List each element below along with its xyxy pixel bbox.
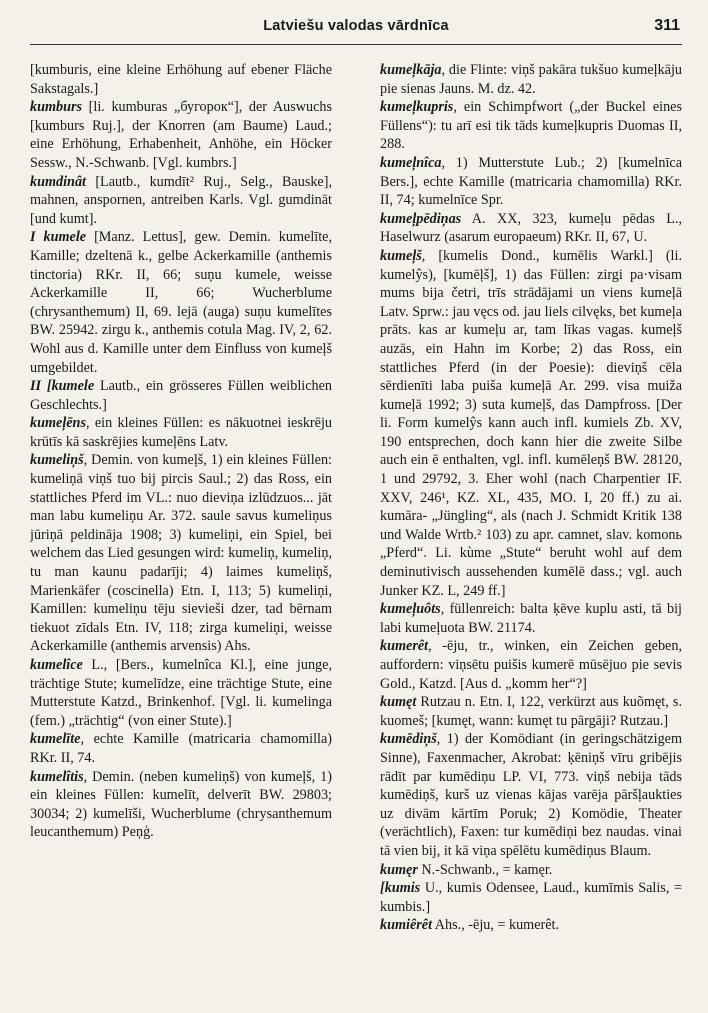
dictionary-entry [30,173,332,229]
dictionary-entry [30,228,332,377]
entry-headword: kumelîtis [30,768,84,785]
entry-headword: kumdinât [30,173,86,190]
entry-text: A. XX, 323, kumeļu pēdas L., Haselwurz (asarum europaeum) RKr. II, 67, U. [380,210,682,246]
dictionary-entry [30,98,332,172]
entry-headword: kumeliņš [30,452,84,469]
entry-text: Ahs., -ēju, = kumerêt. [432,917,560,934]
entry-headword: kumeļkāja [380,62,442,78]
entry-headword: kumęr [380,861,418,878]
entry-text: , -ēju, tr., winken, ein Zeichen geben, auffordern: viņsētu puišis kumerē mūsējuo pie sevis Gold., Katzd. [Aus d. „komm her“?] [380,638,682,692]
entry-headword: kumeļkupris [380,99,454,116]
dictionary-entry [30,414,332,451]
entry-text: L., [Bers., kumelnîca Kl.], eine junge, trächtige Stute; kumelīdze, eine trächtige Stute, eine Mutterstute Katzd., Brinkenhof. [Vgl. li. kumelinga (fem.) „trächtig“ (von einer Stute).] [30,657,332,729]
entry-headword: [kumis [380,880,421,897]
entry-text: Lautb., ein grösseres Füllen weiblichen Geschlechts.] [30,378,332,413]
dictionary-entry [30,656,332,730]
entry-headword: kumęt [380,694,417,711]
page-number: 311 [654,17,680,34]
entry-text: , Demin. (neben kumeliņš) von kumeļš, 1) ein kleines Füllen: kumelīt, delverīt BW. 29803; 30034; 2) kumelīši, Wucherblume (chrysanthemum leucanthemum) Peņģ. [30,768,332,841]
dictionary-entry [380,879,682,916]
entry-text: [Manz. Lettus], gew. Demin. kumelīte, Kamille; dzeltenā k., gelbe Ackerkamille (anthemis tinctoria) RKr. II, 66; suņu kumele, weisse Ackerkamille II, 66; Wucherblume (chrysanthemum) II, 69. lejā (auga) suņu kumelītes BW. 25942. zirgu k., anthemis cotula Mag. IV, 2, 62. Wohl aus d. Kamille unter dem Einfluss von kumeļš umgebildet. [30,229,332,376]
dictionary-entry [30,768,332,842]
entry-text: , [kumelis Dond., kumēlis Warkl.] (li. kumelŷs), [kumēļš], 1) das Füllen: zirgi pa·visam mums bija četri, trīs strādājami un viens kumeļā Latv. Sprw.: jau vęcs od. jau liels cilvęks, bet kumeļa prāts. kas ar kumeļu ar, tam līkas vagas. kumeļš auzās, ein Hahn im Korbe; 2) das Ross, ein stattliches Pferd (in der Poesie): dieviņš cēla sērdienīti laba puiša kumeļā Ar. 299. visa muiža kumeļā 1992; 3) suta kumeļš, das Dampfross. [Der li. Form kumelŷs kann auch infl. kumiels Zb. XV, 190 entsprechen, doch kann hier die zweite Silbe auch ein ē enthalten, vgl. infl. kumēleņš BW. 28120, 1 und 29792, 3. Eher wohl (nach Charpentier IF. XXV, 246¹, KZ. XL, 435, MO. I, 20 ff.) zu ai. kumāra- „Jüngling“, als (nach J. Schmidt Kritik 138 und Walde Wrtb.² 103) zu apr. camnet, slav. komonь „Pferd“. Li. kùme „Stute“ beruht wohl auf dem deminutivisch aussehenden kumēlē dass.; vgl. auch Junker KZ. L, 249 ff.] [380,247,682,599]
dictionary-entry [380,247,682,600]
dictionary-entry [380,861,682,880]
entry-headword: kumeļš [380,247,422,264]
entry-headword: kumburs [30,99,83,116]
entry-text: U., kumis Odensee, Laud., kumīmis Salis, = kumbis.] [380,880,682,915]
dictionary-entry [30,451,332,656]
dictionary-entry [380,637,682,693]
dictionary-entry [380,730,682,860]
entry-text: [Lautb., kumdīt² Ruj., Selg., Bauske], mahnen, anspornen, antreiben Karls. Vgl. gumdināt [und kumt]. [30,173,332,227]
dictionary-entry [30,61,332,98]
entry-text: , ein Schimpfwort („der Buckel eines Füllens“): tu arī esi tik tāds kumeļkupris Duomas II, 288. [380,99,682,153]
running-title: Latviešu valodas vārdnīca [263,18,449,34]
entry-text: , Demin. von kumeļš, 1) ein kleines Füllen: kumeliņā viņš tuo bij pircis Saul.; 2) das Ross, ein stattliches Pferd im VL.: nuo dieviņa izlūdzuos... jāt man labu kumeliņu Ar. 372. saule savus kumeliņus jūriņā peldināja 1908; 3) kumeliņi, ein Spiel, bei welchem das Lied gesungen wird: kumeliņ, kumeliņ, tu man kaunu padarīji; 4) laimes kumeliņš, Marienkäfer (coscinella) Etn. I, 113; 5) kumeliņi, Kamillen: kumeliņu tēju sievieši dzer, tad bērnam tiekuot zīdals Etn. IV, 118; zirga kumeliņi, weisse Ackerkamille (anthemis arvensis) Ahs. [30,452,332,655]
entry-headword: kumeļuôts [380,601,441,618]
dictionary-entry [380,154,682,210]
dictionary-entry [30,377,332,414]
entry-text: , füllenreich: balta ķēve kuplu asti, tā bij labi kumeļuota BW. 21174. [380,601,682,636]
entry-text: , die Flinte: viņš pakāra tukšuo kumeļkāju pie sienas Jauns. M. dz. 42. [380,62,682,97]
left-column [30,61,332,935]
right-column [380,61,682,935]
dictionary-entry [380,600,682,637]
entry-headword: kumēdiņš [380,731,437,748]
page-header [30,14,682,45]
entry-text: , echte Kamille (matricaria chamomilla) RKr. II, 74. [30,731,332,766]
entry-text: Rutzau n. Etn. I, 122, verkürzt aus kuõmęt, s. kuomeš; [kumęt, wann: kumęt tu pārgāji? Rutzau.] [380,694,682,729]
entry-headword: kumiêrêt [380,917,433,934]
entry-headword: kumerêt [380,638,429,655]
entry-headword: kumelīte [30,731,81,748]
entry-text: , 1) der Komödiant (in geringschätzigem Sinne), Faxenmacher, Akrobat: ķēniņš vīru gribējis rādīt par kumēdiņu LP. VI, 773. viņš nebija tāds kumēdiņš, kurš uz vienas kājas varēja pāršļaukties uz divām kārtīm Poruk; 2) Komödie, Theater (verächtlich), Faxen: tur kumēdiņi bez naudas. vinai tā vien bij, it kā viņa spēlētu kumēdiņus Blaum. [380,731,682,859]
entry-headword: kumeļnîca [380,154,442,171]
entry-headword: I kumele [30,229,87,246]
entry-headword: kumelîce [30,657,83,673]
dictionary-entry [30,730,332,767]
dictionary-entry [380,98,682,154]
entry-text: , 1) Mutterstute Lub.; 2) [kumelnīca Bers.], echte Kamille (matricaria chamomilla) RKr. II, 74; kumelnīce Spr. [380,154,682,209]
entry-headword: kumeļēns [30,415,86,432]
entry-headword: II [kumele [30,378,95,395]
dictionary-entry [380,916,682,935]
entry-text: [li. kumburas „бугорок“], der Auswuchs [kumburs Ruj.], der Knorren (am Baume) Laud.; eine Erhöhung, Erhabenheit, Anhöhe, ein Höcker Sessw., N.-Schwanb. [Vgl. kumbrs.] [30,99,332,171]
entry-text: N.-Schwanb., = kamęr. [417,861,553,878]
dictionary-entry [380,693,682,730]
entry-text: , ein kleines Füllen: es nākuotnei ieskrēju krūtīs kā saskrējies kumeļēns Latv. [30,415,332,450]
text-columns [30,61,682,935]
entry-text: [kumburis, eine kleine Erhöhung auf ebener Fläche Sakstagals.] [30,62,332,97]
dictionary-entry [380,210,682,247]
entry-headword: kumeļpēdiņas [380,210,462,227]
dictionary-entry [380,61,682,98]
